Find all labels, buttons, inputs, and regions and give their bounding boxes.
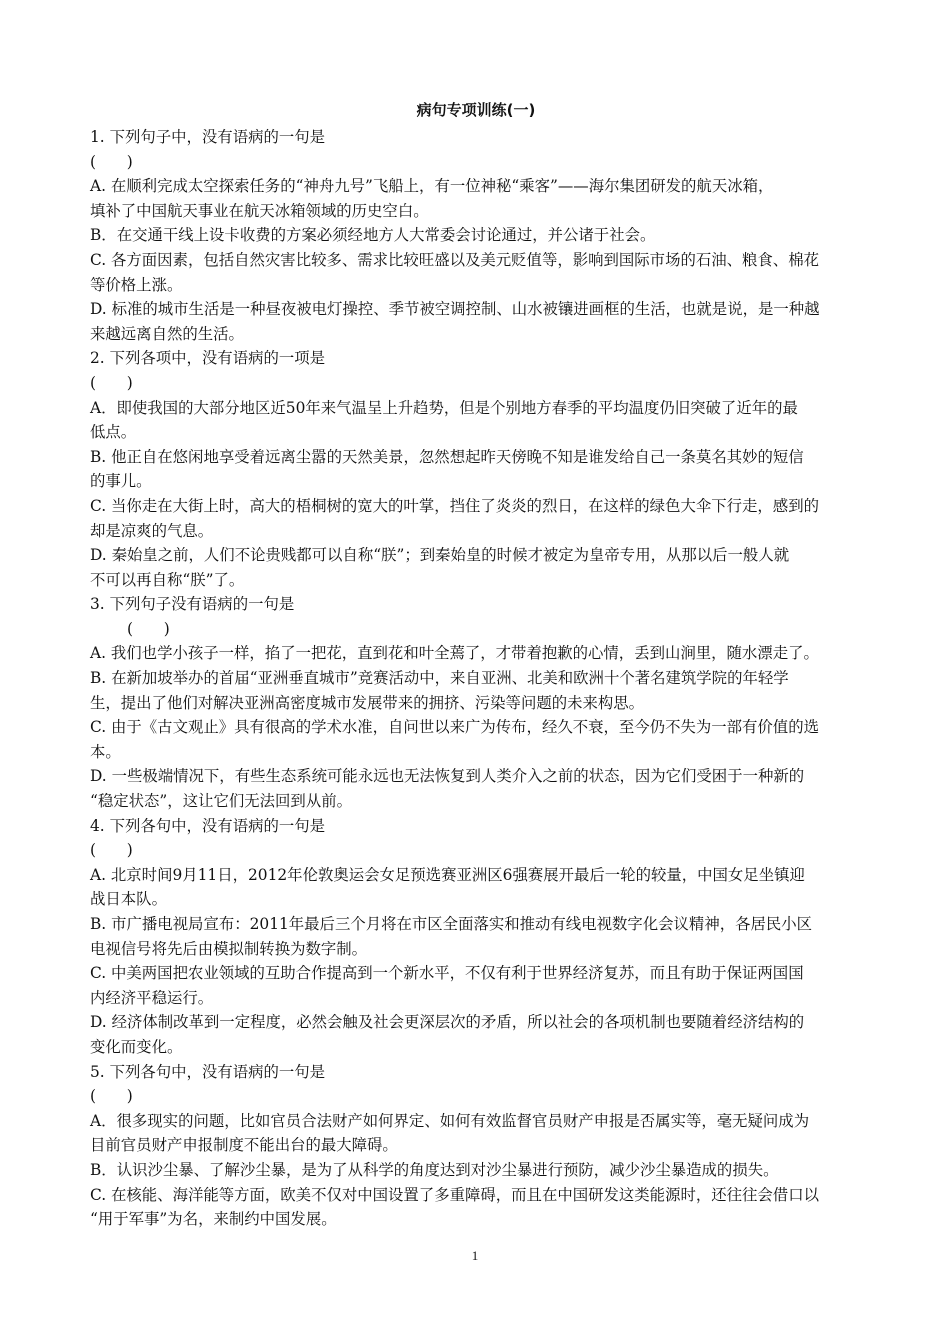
question-5-answer-paren: ( ) (90, 1087, 133, 1106)
question-5-option-a-line-1: A．很多现实的问题，比如官员合法财产如何界定、如何有效监督官员财产申报是否属实等，毫无疑问成为 (90, 1111, 810, 1130)
question-3-option-c-line-1: C. 由于《古文观止》具有很高的学术水准，自问世以来广为传布，经久不衰，至今仍不失为一部有价值的选 (90, 718, 819, 737)
question-5-option-b: B．认识沙尘暴、了解沙尘暴，是为了从科学的角度达到对沙尘暴进行预防，减少沙尘暴造成的损失。 (90, 1160, 779, 1179)
question-2-option-d-line-2: 不可以再自称“朕”了。 (90, 570, 245, 589)
question-2-option-c-line-2: 却是凉爽的气息。 (90, 521, 214, 540)
question-3-option-d-line-2: “稳定状态”，这让它们无法回到从前。 (90, 792, 352, 811)
question-2-option-a-line-2: 低点。 (90, 423, 137, 442)
question-4-answer-paren: ( ) (90, 841, 133, 860)
question-5-option-c-line-1: C. 在核能、海洋能等方面，欧美不仅对中国设置了多重障碍，而且在中国研发这类能源时，还往往会借口以 (90, 1185, 819, 1204)
question-5-option-a-line-2: 目前官员财产申报制度不能出台的最大障碍。 (90, 1136, 398, 1155)
document-page (90, 100, 862, 1232)
question-4-stem: 4. 下列各句中，没有语病的一句是 (90, 816, 326, 835)
question-1-option-b: B．在交通干线上设卡收费的方案必须经地方人大常委会讨论通过，并公诸于社会。 (90, 226, 656, 245)
question-1-option-c-line-2: 等价格上涨。 (90, 275, 183, 294)
question-2-answer-paren: ( ) (90, 373, 133, 392)
question-4-option-b-line-2: 电视信号将先后由模拟制转换为数字制。 (90, 939, 368, 958)
question-3-option-d-line-1: D. 一些极端情况下，有些生态系统可能永远也无法恢复到人类介入之前的状态，因为它们受困于一种新的 (90, 767, 805, 786)
question-1-option-a-line-1: A. 在顺利完成太空探索任务的“神舟九号”飞船上，有一位神秘“乘客”——海尔集团研发的航天冰箱， (90, 177, 774, 196)
question-5-stem: 5. 下列各句中，没有语病的一句是 (90, 1062, 326, 1081)
question-3-option-b-line-2: 生，提出了他们对解决亚洲高密度城市发展带来的拥挤、污染等问题的未来构思。 (90, 693, 645, 712)
question-4-option-b-line-1: B. 市广播电视局宣布：2011年最后三个月将在市区全面落实和推动有线电视数字化会议精神，各居民小区 (90, 915, 813, 933)
question-4-option-a-line-2: 战日本队。 (90, 890, 167, 909)
question-3-option-a: A. 我们也学小孩子一样，掐了一把花，直到花和叶全蔫了，才带着抱歉的心情，丢到山涧里，随水漂走了。 (90, 644, 819, 663)
question-1-option-a-line-2: 填补了中国航天事业在航天冰箱领域的历史空白。 (90, 201, 429, 220)
question-4-option-c-line-1: C. 中美两国把农业领域的互助合作提高到一个新水平，不仅有利于世界经济复苏，而且有助于保证两国国 (90, 964, 804, 983)
page-number: 1 (471, 1248, 479, 1263)
question-2-option-b-line-1: B. 他正自在悠闲地享受着远离尘嚣的天然美景，忽然想起昨天傍晚不知是谁发给自己一条莫名其妙的短信 (90, 447, 804, 466)
question-1-option-d-line-2: 来越远离自然的生活。 (90, 324, 244, 343)
page-title: 病句专项训练(一) (416, 101, 536, 119)
question-2-option-d-line-1: D. 秦始皇之前，人们不论贵贱都可以自称“朕”；到秦始皇的时候才被定为皇帝专用，从那以后一般人就 (90, 546, 790, 565)
question-4-option-d-line-1: D. 经济体制改革到一定程度，必然会触及社会更深层次的矛盾，所以社会的各项机制也要随着经济结构的 (90, 1013, 805, 1032)
question-1-stem: 1. 下列句子中，没有语病的一句是 (90, 128, 326, 146)
question-4-option-c-line-2: 内经济平稳运行。 (90, 988, 214, 1007)
question-2-option-a-line-1: A．即使我国的大部分地区近50年来气温呈上升趋势，但是个别地方春季的平均温度仍旧突破了近年的最 (90, 398, 798, 417)
question-4-option-a-line-1: A. 北京时间9月11日，2012年伦敦奥运会女足预选赛亚洲区6强赛展开最后一轮的较量，中国女足坐镇迎 (90, 865, 805, 884)
question-4-option-d-line-2: 变化而变化。 (90, 1037, 183, 1056)
question-5-option-c-line-2: “用于军事”为名，来制约中国发展。 (90, 1210, 337, 1229)
question-3-option-c-line-2: 本。 (90, 742, 121, 761)
question-1-option-d-line-1: D. 标准的城市生活是一种昼夜被电灯操控、季节被空调控制、山水被镶进画框的生活，也就是说，是一种越 (90, 300, 820, 319)
question-2-option-c-line-1: C. 当你走在大街上时，高大的梧桐树的宽大的叶掌，挡住了炎炎的烈日，在这样的绿色大伞下行走，感到的 (90, 496, 819, 515)
question-3-answer-paren: ( ) (127, 619, 170, 638)
question-2-stem: 2. 下列各项中，没有语病的一项是 (90, 349, 326, 368)
question-3-option-b-line-1: B. 在新加坡举办的首届“亚洲垂直城市”竞赛活动中，来自亚洲、北美和欧洲十个著名建筑学院的年轻学 (90, 669, 789, 688)
question-3-stem: 3. 下列句子没有语病的一句是 (90, 595, 295, 614)
question-2-option-b-line-2: 的事儿。 (90, 472, 152, 491)
question-1-option-c-line-1: C. 各方面因素，包括自然灾害比较多、需求比较旺盛以及美元贬值等，影响到国际市场的石油、粮食、棉花 (90, 250, 819, 269)
question-1-answer-paren: ( ) (90, 152, 133, 171)
